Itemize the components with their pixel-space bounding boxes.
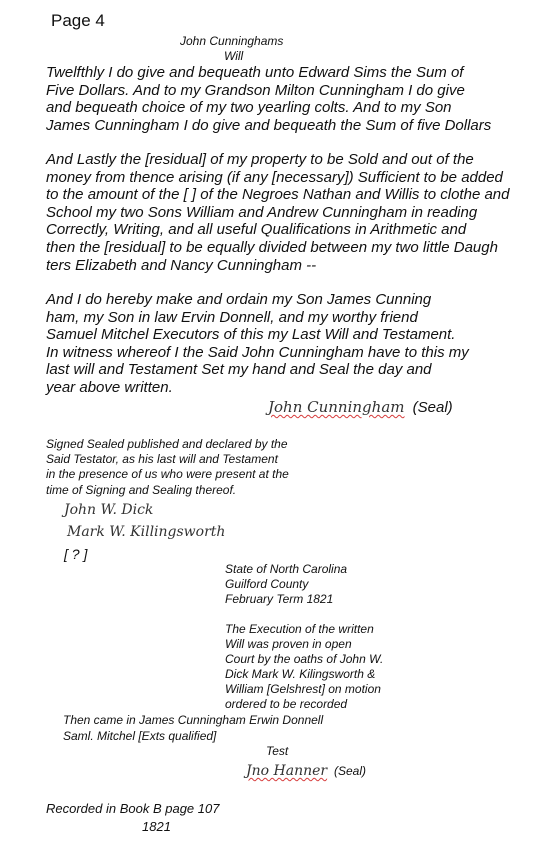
attestation-clause [46,437,289,498]
text-line: Guilford County [225,577,309,592]
text-line: Correctly, Writing, and all useful Qualifications in Arithmetic and [46,221,467,239]
text-line: to the amount of the [ ] of the Negroes Nathan and Willis to clothe and [46,186,510,204]
text-line: Five Dollars. And to my Grandson Milton Cunningham I do give [46,81,465,99]
text-line: The Execution of the written [225,622,374,636]
paragraph-residual [46,151,509,274]
recorded-year: 1821 [142,818,171,834]
text-line: Said Testator, as his last will and Testament [46,452,278,467]
text-line: last will and Testament Set my hand and Seal the day and [46,361,432,379]
paragraph-executors [46,291,469,397]
text-line: James Cunningham I do give and bequeath the Sum of five Dollars [46,116,492,134]
text-line: And I do hereby make and ordain my Son James Cunning [46,291,432,308]
text-line: Will was proven in open [225,637,352,652]
text-line: Court by the oaths of John W. [225,652,384,667]
text-line: February Term 1821 [225,592,334,607]
court-header [225,562,347,608]
seal-label: (Seal) [333,764,366,778]
text-line: ordered to be recorded [225,697,348,712]
text-line: time of Signing and Sealing thereof. [46,482,237,497]
text-line: Saml. Mitchel [Exts qualified] [63,729,217,743]
qualification-note [63,712,323,744]
witness-illegible: [ ? ] [64,546,88,562]
text-line: then the [residual] to be equally divided between my two little Daugh [46,238,498,256]
clerk-signature: Jno Hanner [246,763,328,779]
test-label: Test [266,744,289,758]
text-line: And Lastly the [residual] of my property to be Sold and out of the [46,151,474,168]
witness-signature: Mark W. Killingsworth [67,524,226,540]
text-line: In witness whereof I the Said John Cunningham have to this my [46,343,469,361]
text-line: and bequeath choice of my two yearling colts. And to my Son [46,99,452,117]
text-line: Then came in James Cunningham Erwin Donnell [63,713,324,727]
court-record [225,622,383,713]
paragraph-bequests [46,64,491,134]
witness-signature: John W. Dick [64,502,154,518]
page-number: Page 4 [51,11,105,30]
document-title: John Cunninghams [180,34,284,48]
clerk-signature-block [246,762,366,779]
text-line: Samuel Mitchel Executors of this my Last Will and Testament. [46,326,456,344]
testator-signature: John Cunningham [268,398,405,416]
text-line: Twelfthly I do give and bequeath unto Edward Sims the Sum of [46,64,464,81]
text-line: Recorded in Book B page 107 [46,801,220,816]
text-line: ham, my Son in law Ervin Donnell, and my worthy friend [46,308,418,326]
text-line: Dick Mark W. Kilingsworth & [225,667,376,682]
text-line: William [Gelshrest] on motion [225,682,381,697]
text-line: School my two Sons William and Andrew Cunningham in reading [46,203,478,221]
text-line: money from thence arising (if any [necessary]) Sufficient to be added [46,168,503,186]
text-line: Signed Sealed published and declared by the [46,437,288,451]
text-line: State of North Carolina [225,562,348,576]
witness-signatures [64,499,225,565]
text-line: year above written. [46,378,173,396]
recording-note [46,800,219,835]
document-subtitle: Will [224,49,244,63]
seal-label: (Seal) [412,399,453,416]
text-line: in the presence of us who were present at the [46,467,289,482]
text-line: ters Elizabeth and Nancy Cunningham -- [46,256,317,274]
testator-signature-block [268,398,453,416]
